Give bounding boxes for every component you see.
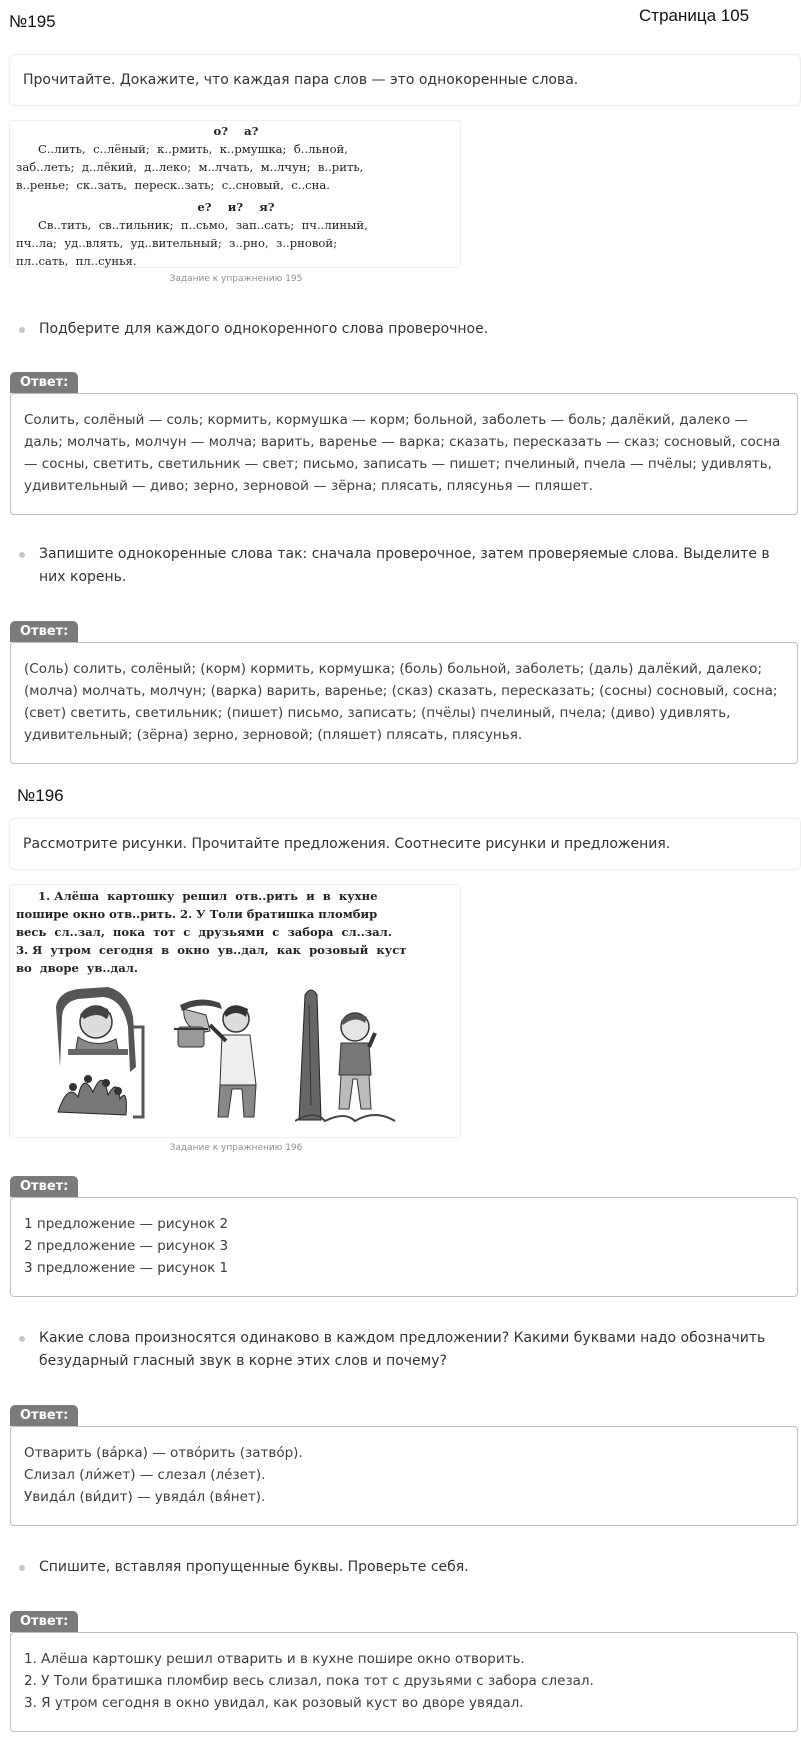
exercise-number-195: №195 bbox=[9, 12, 56, 31]
answer-line: 2. У Толи братишка пломбир весь слизал, пока тот с друзьями с забора слезал. bbox=[24, 1673, 594, 1689]
answer-line: 1. Алёша картошку решил отварить и в кухне пошире окно отворить. bbox=[24, 1651, 525, 1667]
answer-box bbox=[10, 393, 798, 515]
task-box-195 bbox=[9, 54, 801, 106]
image-caption-195: Задание к упражнению 195 bbox=[169, 274, 303, 284]
answer-line: Увида́л (ви́дит) — увяда́л (вя́нет). bbox=[24, 1489, 266, 1505]
exercise-line: в..ренье; ск..зать, переск..зать; с..сновый, с..сна. bbox=[16, 178, 330, 192]
exercise-line: пошире окно отв..рить. 2. У Толи братишка пломбир bbox=[16, 907, 378, 921]
answer-text: Солить, солёный — соль; кормить, кормушка — корм; больной, заболеть — боль; далёкий, далеко — даль; молчать, молчун — молча; варить, варенье — варка; сказать, пересказать — сказ; сосновый, сосна — сосны, светить, светильник — свет; письмо, записать — пишет; пчелиный, пчела — пчёлы; удивлять, удивительный — диво; зерно, зерновой — зёрна; плясать, плясунья — пляшет. bbox=[24, 412, 781, 494]
answer-line: 2 предложение — рисунок 3 bbox=[24, 1238, 229, 1254]
answer-box bbox=[10, 1632, 798, 1732]
picture-1-boy-at-window bbox=[48, 987, 158, 1122]
answer-line: Отварить (ва́рка) — отво́рить (затво́р). bbox=[24, 1445, 303, 1461]
exercise-number-196: №196 bbox=[17, 786, 64, 805]
question-text: Подберите для каждого однокоренного слова проверочное. bbox=[39, 321, 489, 337]
exercise-line: 3. Я утром сегодня в окно ув..дал, как розовый куст bbox=[16, 943, 407, 957]
answer-label: Ответ: bbox=[10, 1176, 78, 1197]
exercise-heading-1: о? а? bbox=[213, 124, 259, 138]
answer-line: 3. Я утром сегодня в окно увидал, как розовый куст во дворе увядал. bbox=[24, 1695, 524, 1711]
picture-2-boy-with-pot bbox=[170, 985, 270, 1125]
answer-label: Ответ: bbox=[10, 372, 78, 393]
exercise-heading-2: е? и? я? bbox=[197, 200, 275, 214]
image-caption-196: Задание к упражнению 196 bbox=[169, 1143, 303, 1153]
exercise-line: заб..леть; д..лёкий, д..леко; м..лчать, м..лчун; в..рить, bbox=[16, 160, 364, 174]
task-box-196 bbox=[9, 818, 801, 870]
exercise-line: весь сл..зал, пока тот с друзьями с забора сл..зал. bbox=[16, 925, 392, 939]
question-text: Какие слова произносятся одинаково в каждом предложении? Какими буквами надо обозначить безударный гласный звук в корне этих слов и почему? bbox=[39, 1330, 766, 1369]
picture-3-boy-near-tree bbox=[295, 985, 405, 1125]
task-text: Рассмотрите рисунки. Прочитайте предложения. Соотнесите рисунки и предложения. bbox=[23, 836, 671, 852]
bullet-icon bbox=[19, 327, 25, 333]
bullet-icon bbox=[19, 1336, 25, 1342]
exercise-image-196 bbox=[9, 884, 461, 1138]
answer-label: Ответ: bbox=[10, 1405, 78, 1426]
bullet-icon bbox=[19, 1565, 25, 1571]
exercise-line: во дворе ув..дал. bbox=[16, 961, 138, 975]
page-number: Страница 105 bbox=[639, 6, 750, 25]
answer-label: Ответ: bbox=[10, 1611, 78, 1632]
answer-line: 3 предложение — рисунок 1 bbox=[24, 1260, 229, 1276]
answer-line: 1 предложение — рисунок 2 bbox=[24, 1216, 229, 1232]
exercise-image-195 bbox=[9, 120, 461, 268]
answer-box bbox=[10, 642, 798, 764]
exercise-line: С..лить, с..лёный; к..рмить, к..рмушка; б..льной, bbox=[38, 142, 348, 156]
question-text: Запишите однокоренные слова так: сначала проверочное, затем проверяемые слова. Выделите в них корень. bbox=[39, 546, 770, 585]
exercise-line: 1. Алёша картошку решил отв..рить и в кухне bbox=[38, 889, 378, 903]
answer-line: Слизал (ли́жет) — слезал (ле́зет). bbox=[24, 1467, 266, 1483]
answer-box bbox=[10, 1197, 798, 1297]
answer-box bbox=[10, 1426, 798, 1526]
exercise-line: пч..ла; уд..влять, уд..вительный; з..рно, з..рновой; bbox=[16, 236, 337, 250]
answer-text: (Соль) солить, солёный; (корм) кормить, кормушка; (боль) больной, заболеть; (даль) далёкий, далеко; (молча) молчать, молчун; (варка) варить, варенье; (сказ) сказать, пересказать; (сосны) сосновый, сосна; (свет) светить, светильник; (пишет) письмо, записать; (пчёлы) пчелиный, пчела; (диво) удивлять, удивительный; (зёрна) зерно, зерновой; (пляшет) плясать, плясунья. bbox=[24, 661, 778, 743]
bullet-icon bbox=[19, 552, 25, 558]
question-text: Спишите, вставляя пропущенные буквы. Проверьте себя. bbox=[39, 1559, 469, 1575]
exercise-line: пл..сать, пл..сунья. bbox=[16, 254, 137, 268]
task-text: Прочитайте. Докажите, что каждая пара слов — это однокоренные слова. bbox=[23, 72, 579, 88]
exercise-line: Св..тить, св..тильник; п..сьмо, зап..сать; пч..линый, bbox=[38, 218, 368, 232]
answer-label: Ответ: bbox=[10, 621, 78, 642]
